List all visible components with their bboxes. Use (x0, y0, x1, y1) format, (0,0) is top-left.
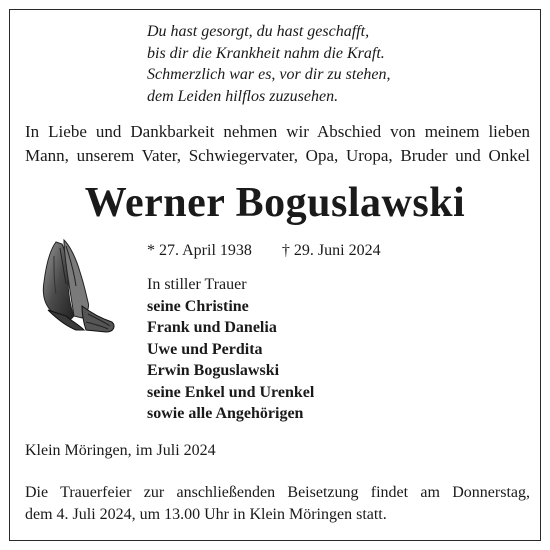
mourner-name: seine Enkel und Urenkel (147, 383, 315, 401)
funeral-info (25, 482, 530, 526)
mourners-list (147, 274, 314, 425)
intro-line: Mann, unserem Vater, Schwiegervater, Opa, Uropa, Bruder und Onkel (25, 146, 530, 165)
mourners-intro: In stiller Trauer (147, 276, 247, 293)
deceased-name: Werner Boguslawski (84, 180, 466, 226)
mourner-name: Uwe und Perdita (147, 340, 263, 358)
poem-line: bis dir die Krankheit nahm die Kraft. (147, 44, 385, 62)
mourner-name: Erwin Boguslawski (147, 362, 280, 379)
poem (147, 21, 391, 107)
poem-line: Du hast gesorgt, du hast geschafft, (147, 23, 370, 40)
death-date: † 29. Juni 2024 (281, 242, 381, 259)
praying-hands-icon (26, 236, 124, 334)
funeral-line: Die Trauerfeier zur anschließenden Beisetzung findet am Donnerstag, (25, 484, 530, 501)
funeral-line: dem 4. Juli 2024, um 13.00 Uhr in Klein Möringen statt. (25, 506, 387, 523)
poem-line: Schmerzlich war es, vor dir zu stehen, (147, 66, 391, 83)
place-date: Klein Möringen, im Juli 2024 (25, 442, 216, 459)
mourner-name: seine Christine (147, 297, 249, 315)
intro-text (25, 120, 530, 168)
life-dates (147, 240, 381, 262)
intro-line: In Liebe und Dankbarkeit nehmen wir Abschied von meinem lieben (25, 122, 530, 141)
mourner-name: Frank und Danelia (147, 319, 277, 336)
poem-line: dem Leiden hilflos zuzusehen. (147, 87, 339, 105)
mourner-name: sowie alle Angehörigen (147, 405, 304, 422)
birth-date: * 27. April 1938 (147, 242, 252, 259)
